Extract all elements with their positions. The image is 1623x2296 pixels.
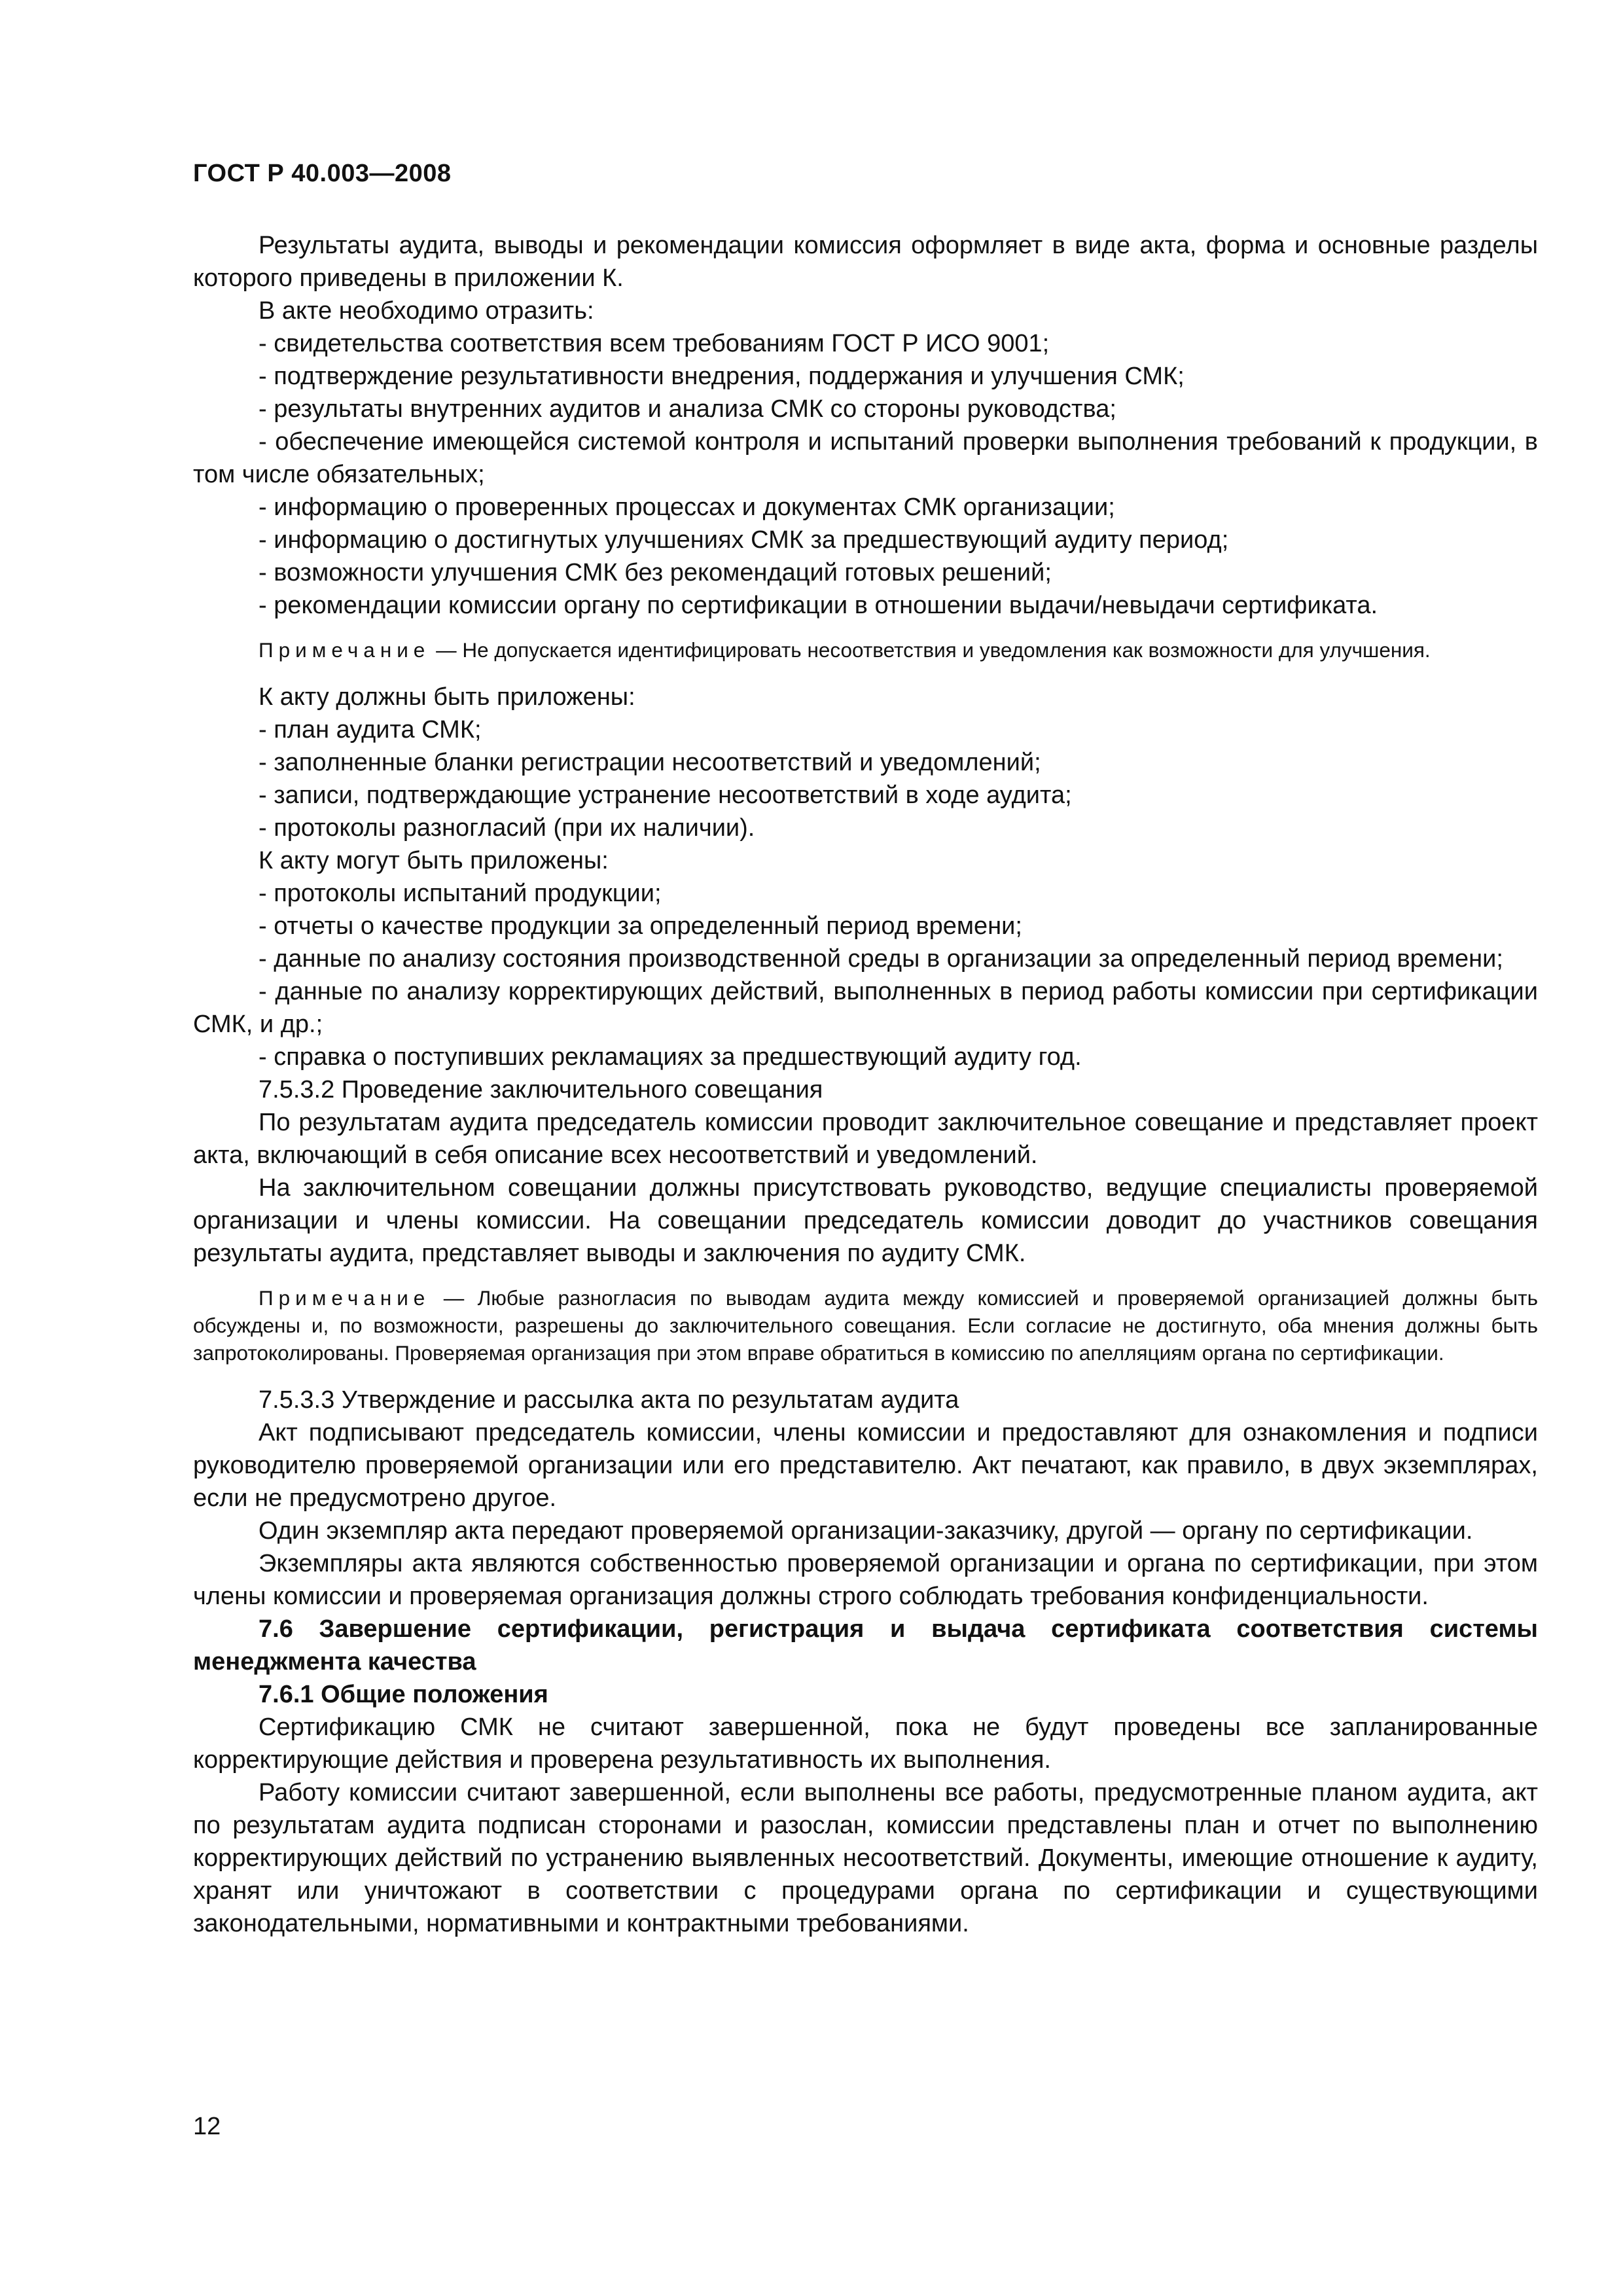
list-item: - рекомендации комиссии органу по сертификации в отношении выдачи/невыдачи сертификата. xyxy=(259,592,1378,619)
list-item: - отчеты о качестве продукции за определенный период времени; xyxy=(259,912,1022,940)
paragraph-act-signing: Акт подписывают председатель комиссии, члены комиссии и предоставляют для ознакомления и подписи руководителю проверяемой организации или его представителю. Акт печатают, как правило, в двух экземплярах, если не предусмотрено другое. xyxy=(193,1419,1538,1512)
paragraph-attachments-required: К акту должны быть приложены: xyxy=(259,683,635,711)
section-heading-761: 7.6.1 Общие положения xyxy=(259,1681,548,1708)
list-item: - результаты внутренних аудитов и анализа СМК со стороны руководства; xyxy=(259,395,1116,423)
note-text: — Не допускается идентифицировать несоответствия и уведомления как возможности для улучшения. xyxy=(430,638,1431,662)
list-item: - обеспечение имеющейся системой контроля и испытаний проверки выполнения требований к продукции, в том числе обязательных; xyxy=(193,428,1538,488)
paragraph-act-reflect: В акте необходимо отразить: xyxy=(259,297,594,325)
section-heading-7532: 7.5.3.2 Проведение заключительного совещания xyxy=(259,1076,823,1103)
paragraph-commission-work-complete: Работу комиссии считают завершенной, если выполнены все работы, предусмотренные планом аудита, акт по результатам аудита подписан сторонами и разослан, комиссии представлены план и отчет по выполнению корректирующих действий по устранению выявленных несоответствий. Документы, имеющие отношение к аудиту, хранят или уничтожают в соответствии с процедурами органа по сертификации и существующими законодательными, нормативными и контрактными требованиями. xyxy=(193,1779,1538,1937)
list-item: - возможности улучшения СМК без рекомендаций готовых решений; xyxy=(259,559,1052,586)
note-label: Примечание xyxy=(259,638,431,662)
list-item: - информацию о достигнутых улучшениях СМК за предшествующий аудиту период; xyxy=(259,526,1229,554)
note-block xyxy=(193,636,1538,664)
page-body xyxy=(193,229,1538,1940)
list-item: - данные по анализу состояния производственной среды в организации за определенный период времени; xyxy=(259,945,1503,973)
list-item: - заполненные бланки регистрации несоответствий и уведомлений; xyxy=(259,749,1041,776)
list-item: - информацию о проверенных процессах и документах СМК организации; xyxy=(259,493,1115,521)
document-code-header: ГОСТ Р 40.003—2008 xyxy=(193,160,452,187)
paragraph-audit-results: Результаты аудита, выводы и рекомендации комиссия оформляет в виде акта, форма и основные разделы которого приведены в приложении К. xyxy=(193,232,1538,292)
list-item: - план аудита СМК; xyxy=(259,716,482,744)
paragraph-act-ownership: Экземпляры акта являются собственностью проверяемой организации и органа по сертификации, при этом члены комиссии и проверяемая организация должны строго соблюдать требования конфиденциальности. xyxy=(193,1550,1538,1610)
page-number: 12 xyxy=(193,2113,221,2140)
section-heading-7533: 7.5.3.3 Утверждение и рассылка акта по результатам аудита xyxy=(259,1386,959,1414)
list-item: - записи, подтверждающие устранение несоответствий в ходе аудита; xyxy=(259,781,1072,809)
note-text: — Любые разногласия по выводам аудита между комиссией и проверяемой организацией должны быть обсуждены и, по возможности, разрешены до заключительного совещания. Если согласие не достигнуто, оба мнения должны быть запротоколированы. Проверяемая организация при этом вправе обратиться в комиссию по апелляциям органа по сертификации. xyxy=(193,1286,1538,1365)
list-item: - справка о поступивших рекламациях за предшествующий аудиту год. xyxy=(259,1043,1082,1071)
list-item: - данные по анализу корректирующих действий, выполненных в период работы комиссии при сертификации СМК, и др.; xyxy=(193,978,1538,1038)
list-item: - протоколы испытаний продукции; xyxy=(259,880,662,907)
paragraph-act-copies: Один экземпляр акта передают проверяемой организации-заказчику, другой — органу по сертификации. xyxy=(259,1517,1473,1545)
paragraph-certification-completion: Сертификацию СМК не считают завершенной, пока не будут проведены все запланированные корректирующие действия и проверена результативность их выполнения. xyxy=(193,1713,1538,1774)
list-item: - свидетельства соответствия всем требованиям ГОСТ Р ИСО 9001; xyxy=(259,330,1050,357)
paragraph-attachments-optional: К акту могут быть приложены: xyxy=(259,847,609,874)
list-item: - протоколы разногласий (при их наличии). xyxy=(259,814,755,842)
list-item: - подтверждение результативности внедрения, поддержания и улучшения СМК; xyxy=(259,363,1185,390)
paragraph-meeting-participants: На заключительном совещании должны присутствовать руководство, ведущие специалисты проверяемой организации и члены комиссии. На совещании председатель комиссии доводит до участников совещания результаты аудита, представляет выводы и заключения по аудиту СМК. xyxy=(193,1174,1538,1267)
section-heading-76: 7.6 Завершение сертификации, регистрация и выдача сертификата соответствия системы менеджмента качества xyxy=(193,1615,1538,1676)
note-block xyxy=(193,1284,1538,1367)
paragraph-final-meeting: По результатам аудита председатель комиссии проводит заключительное совещание и представляет проект акта, включающий в себя описание всех несоответствий и уведомлений. xyxy=(193,1109,1538,1169)
note-label: Примечание xyxy=(259,1286,431,1310)
